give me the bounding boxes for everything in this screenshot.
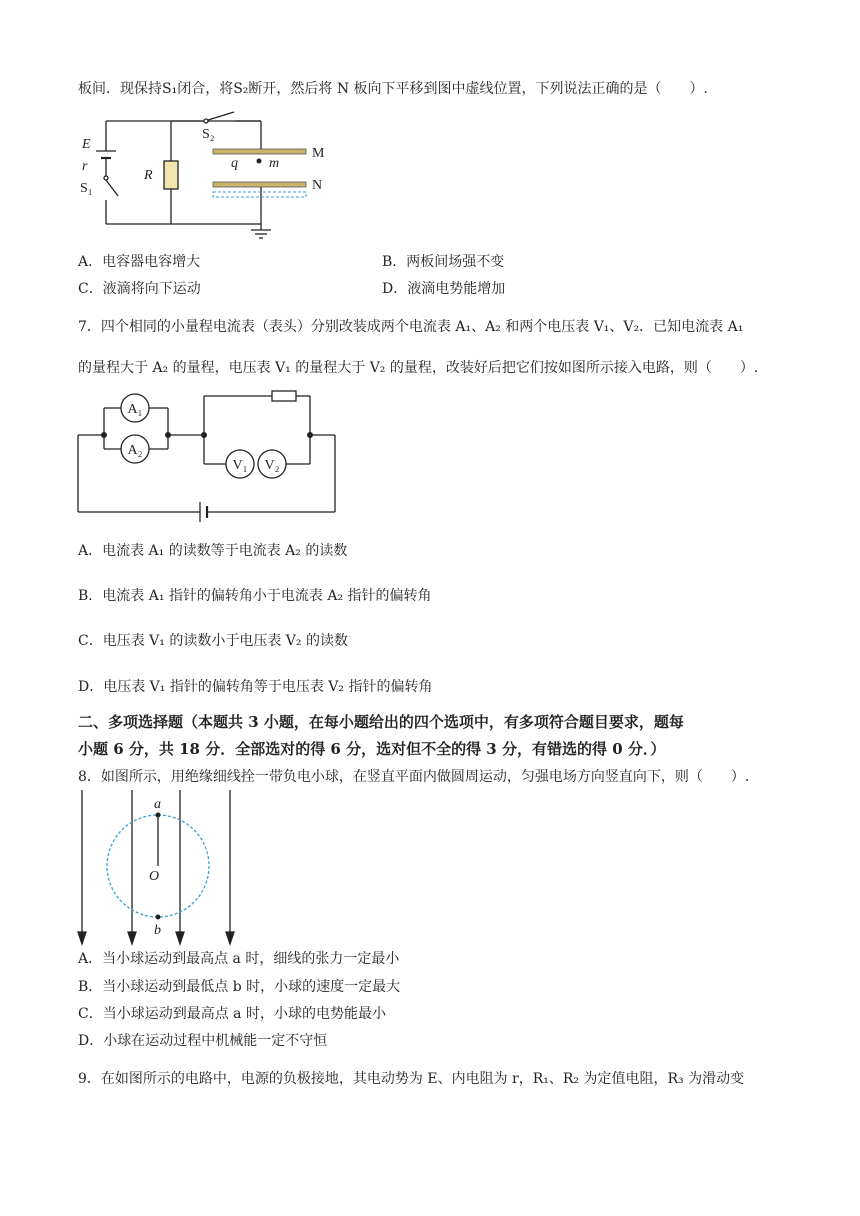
q7-stem-line1: 7．四个相同的小量程电流表（表头）分别改装成两个电流表 A₁、A₂ 和两个电压表 V₁、V₂．已知电流表 A₁ xyxy=(78,319,744,335)
label-V2: V₂ xyxy=(264,458,280,473)
section2-heading-line1: 二、多项选择题（本题共 3 小题，在每小题给出的四个选项中，有多项符合题目要求，题每 xyxy=(78,713,684,731)
q7-option-a: A．电流表 A₁ 的读数等于电流表 A₂ 的读数 xyxy=(78,543,348,559)
label-V1: V₁ xyxy=(232,458,248,473)
label-r: r xyxy=(82,159,88,174)
label-R: R xyxy=(144,168,153,183)
q7-stem-line2: 的量程大于 A₂ 的量程，电压表 V₁ 的量程大于 V₂ 的量程，改装好后把它们按如图所示接入电路，则（ ）. xyxy=(78,360,759,376)
label-S2: S₂ xyxy=(202,127,215,142)
q6-circuit-figure xyxy=(76,106,346,246)
q6-option-b: B．两板间场强不变 xyxy=(382,254,505,270)
label-m: m xyxy=(269,156,280,171)
q9-stem: 9．在如图所示的电路中，电源的负极接地，其电动势为 E、内电阻为 r，R₁、R₂ 为定值电阻，R₃ 为滑动变 xyxy=(78,1071,745,1087)
q7-option-d: D．电压表 V₁ 指针的偏转角等于电压表 V₂ 指针的偏转角 xyxy=(78,679,433,695)
label-E: E xyxy=(82,137,91,152)
q7-circuit-figure xyxy=(76,388,341,528)
q7-option-c: C．电压表 V₁ 的读数小于电压表 V₂ 的读数 xyxy=(78,633,348,649)
q8-option-d: D．小球在运动过程中机械能一定不守恒 xyxy=(78,1033,328,1049)
q8-stem: 8．如图所示，用绝缘细线拴一带负电小球，在竖直平面内做圆周运动，匀强电场方向竖直向下，则（ ）. xyxy=(78,769,750,785)
q8-option-c: C．当小球运动到最高点 a 时，小球的电势能最小 xyxy=(78,1006,386,1022)
label-N: N xyxy=(312,178,323,193)
q8-field-figure xyxy=(70,788,245,948)
label-a: a xyxy=(154,797,161,812)
label-A1: A₁ xyxy=(127,402,143,417)
q8-option-b: B．当小球运动到最低点 b 时，小球的速度一定最大 xyxy=(78,979,401,995)
label-O: O xyxy=(149,869,160,884)
q6-option-c: C．液滴将向下运动 xyxy=(78,281,201,297)
q6-option-d: D．液滴电势能增加 xyxy=(382,281,506,297)
q6-option-a: A．电容器电容增大 xyxy=(78,254,201,270)
label-A2: A₂ xyxy=(127,443,143,458)
label-q: q xyxy=(231,156,238,171)
label-b: b xyxy=(154,923,161,938)
q6-stem-line1: 板间．现保持S₁闭合，将S₂断开，然后将 N 板向下平移到图中虚线位置，下列说法正确的是（ ）. xyxy=(78,81,709,97)
section2-heading-line2: 小题 6 分，共 18 分．全部选对的得 6 分，选对但不全的得 3 分，有错选的得 0 分．） xyxy=(78,740,666,758)
label-S1: S₁ xyxy=(80,181,93,196)
q7-option-b: B．电流表 A₁ 指针的偏转角小于电流表 A₂ 指针的偏转角 xyxy=(78,588,432,604)
q8-option-a: A．当小球运动到最高点 a 时，细线的张力一定最小 xyxy=(78,951,400,967)
label-M: M xyxy=(312,146,325,161)
